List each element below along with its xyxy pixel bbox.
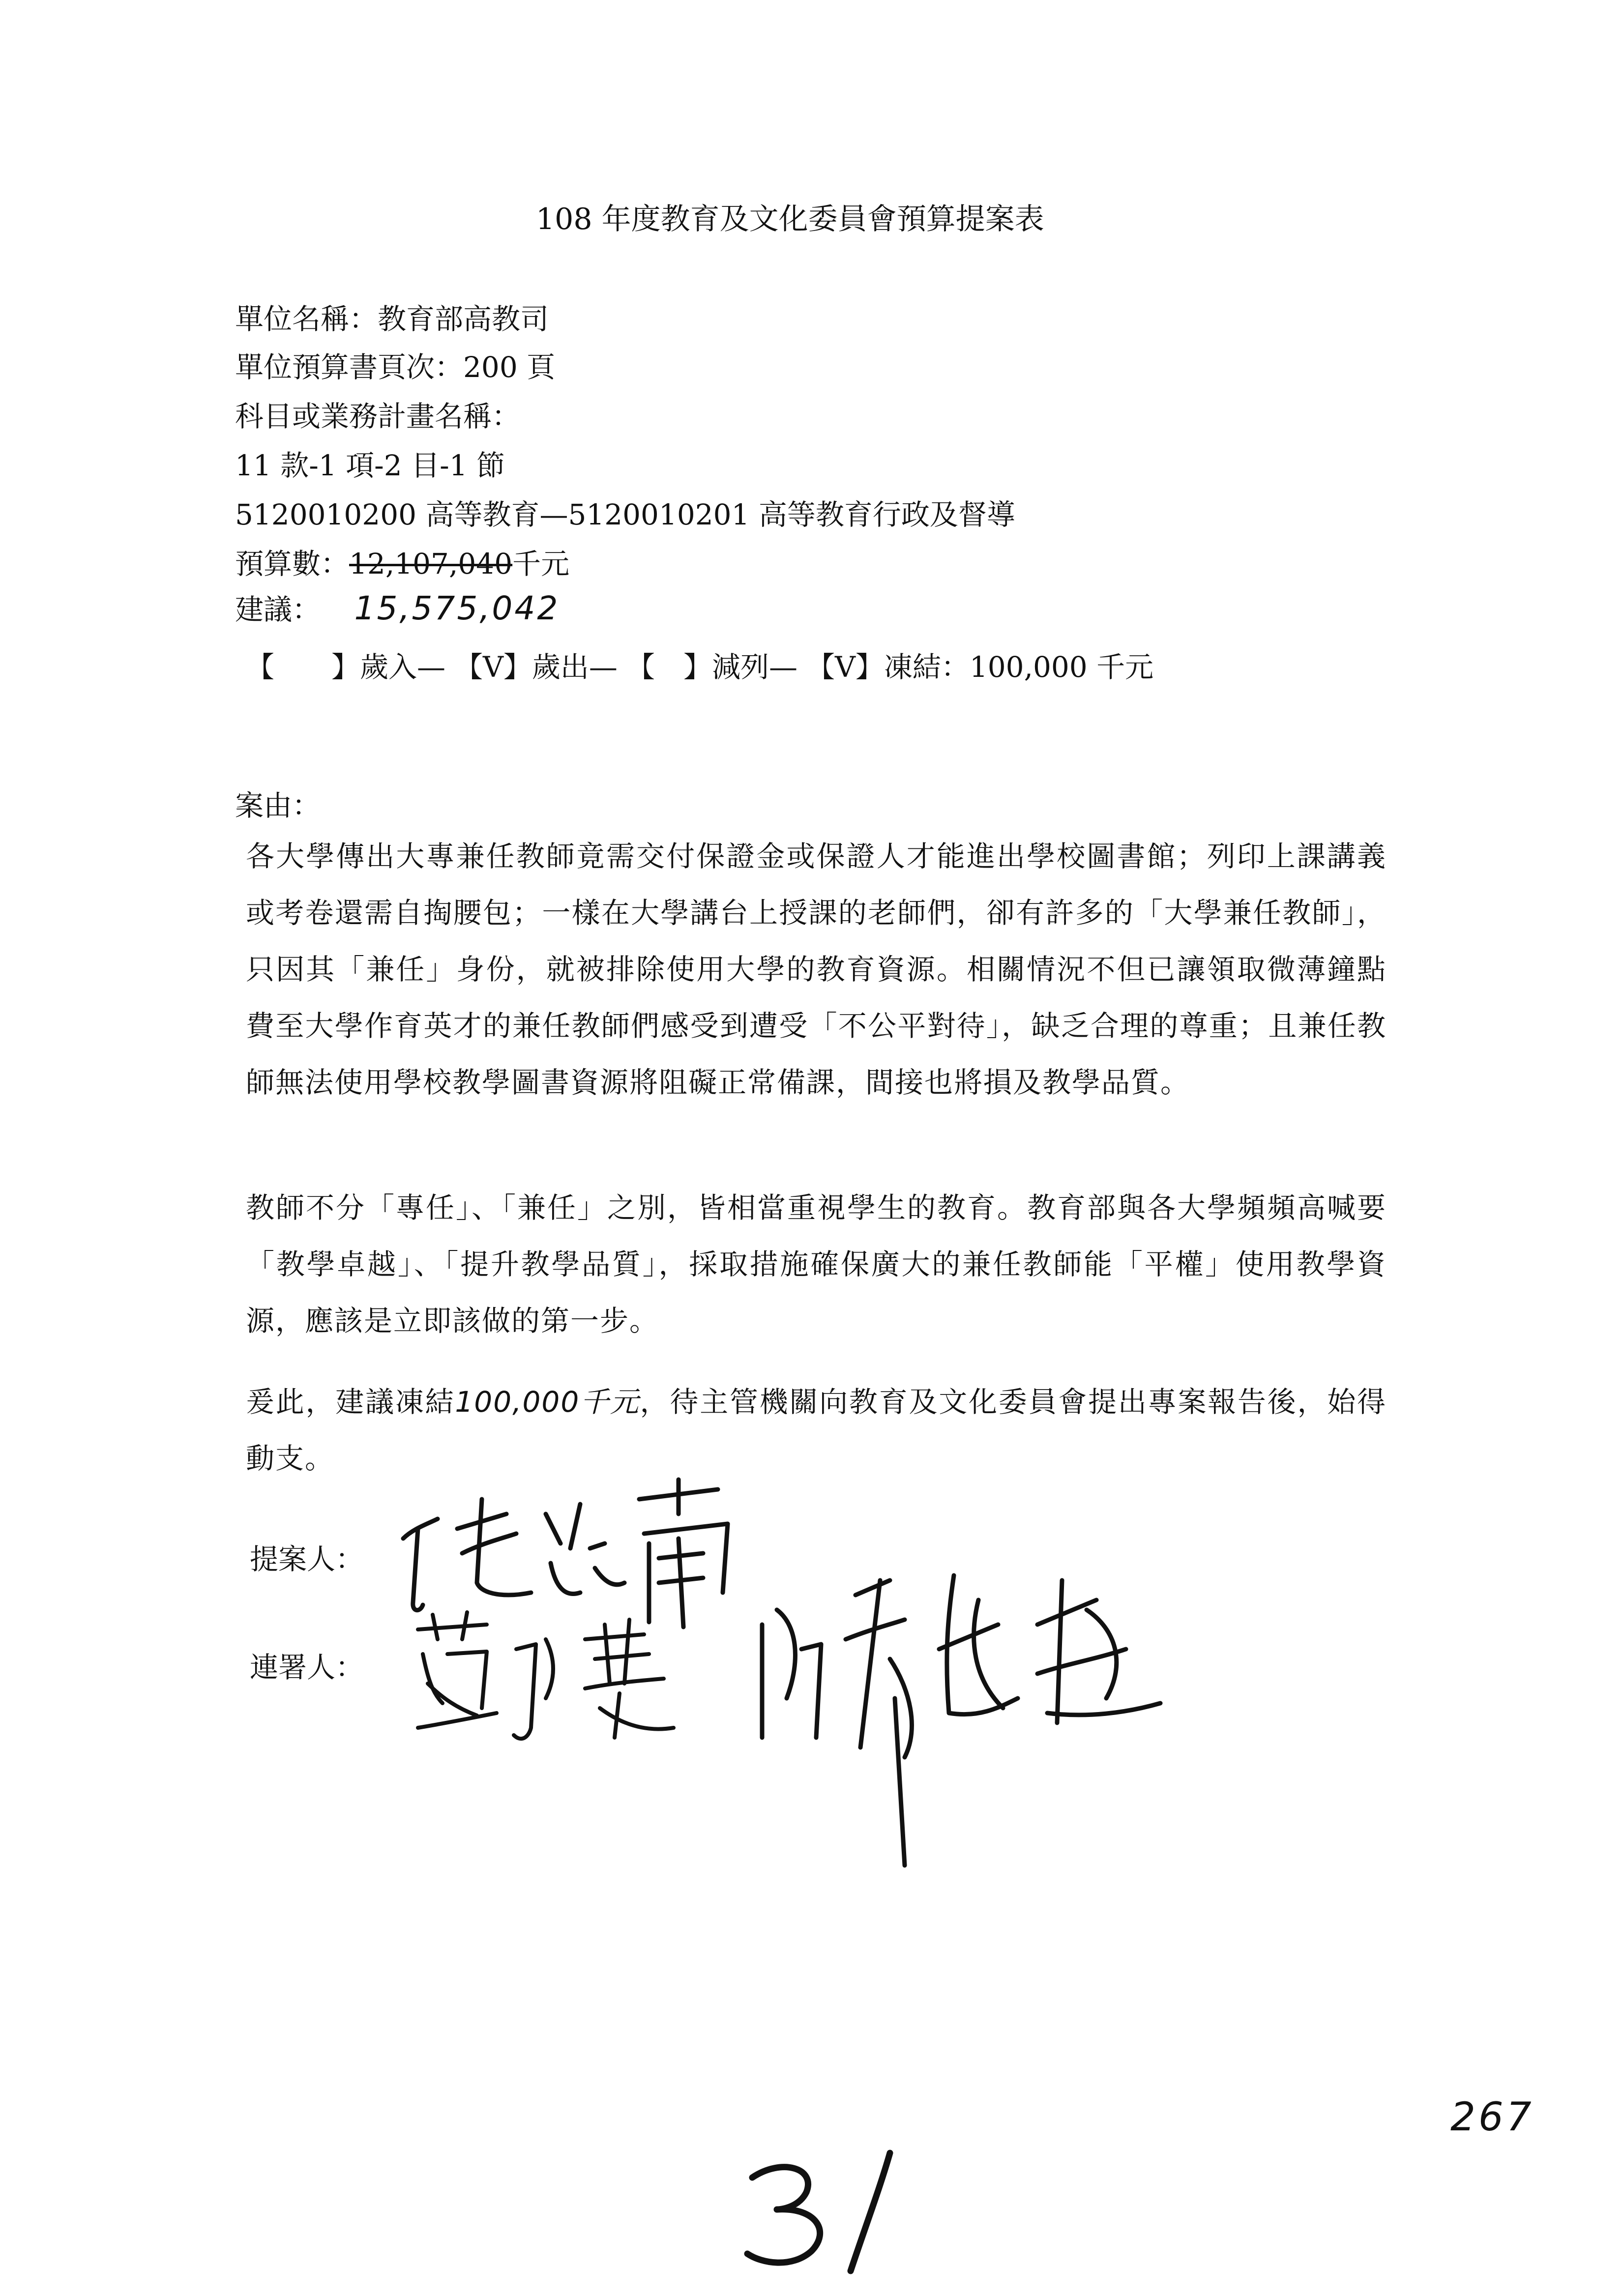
budget-row (235, 547, 570, 581)
budget-amount-struck: 12,107,040 (349, 547, 513, 581)
budget-type-options (246, 644, 1153, 685)
option-revenue: 【 】歲入— (246, 650, 446, 684)
budget-page-label: 單位預算書頁次： (235, 350, 464, 384)
option-freeze: 【V】凍結：100,000 千元 (806, 650, 1154, 684)
budget-unit: 千元 (512, 547, 570, 581)
budget-page-row (235, 350, 556, 384)
stamp-number (738, 2148, 924, 2276)
subject-code: 11 款-1 項-2 目-1 節 (235, 449, 505, 482)
freeze-prefix: 爰此，建議凍結 (246, 1385, 455, 1419)
cosigner-signature-2 (742, 1551, 1170, 1875)
option-reduction: 【 】減列— (626, 650, 797, 684)
page-title: 108 年度教育及文化委員會預算提案表 (536, 202, 1044, 236)
suggest-row (235, 589, 560, 627)
proposer-label: 提案人： (250, 1542, 364, 1576)
page-number: 267 (1450, 2094, 1535, 2140)
suggest-amount-handwritten: 15,575,042 (354, 589, 560, 627)
reason-paragraph-2: 教師不分「專任」、「兼任」之別，皆相當重視學生的教育。教育部與各大學頻頻高喊要「教學卓越」、「提升教學品質」，採取措施確保廣大的兼任教師能「平權」使用教學資源，應該是立即該做的第一步。 (246, 1191, 1387, 1337)
subject-label: 科目或業務計畫名稱： (235, 400, 521, 433)
unit-name-value: 教育部高教司 (378, 302, 549, 336)
reason-label: 案由： (235, 789, 321, 822)
cosigner-label: 連署人： (250, 1651, 364, 1684)
unit-name-label: 單位名稱： (235, 302, 378, 336)
cosigner-signature-1 (388, 1610, 693, 1757)
option-expenditure: 【V】歲出— (454, 650, 618, 684)
unit-name-row (235, 302, 549, 336)
suggest-label: 建議： (235, 593, 321, 626)
budget-label: 預算數： (235, 547, 350, 581)
proposer-signature (384, 1470, 757, 1632)
freeze-suffix: ，待主管機關向教育及文化委員會提出專案報告後，始得動支。 (246, 1385, 1387, 1475)
reason-paragraph-1: 各大學傳出大專兼任教師竟需交付保證金或保證人才能進出學校圖書館；列印上課講義或考卷還需自掏腰包；一樣在大學講台上授課的老師們，卻有許多的「大學兼任教師」，只因其「兼任」身份，就被排除使用大學的教育資源。相關情況不但已讓領取微薄鐘點費至大學作育英才的兼任教師們感受到遭受「不公平對待」，缺乏合理的尊重；且兼任教師無法使用學校教學圖書資源將阻礙正常備課，間接也將損及教學品質。 (246, 840, 1387, 1099)
budget-page-value: 200 頁 (463, 350, 556, 384)
freeze-amount-handwritten: 100,000千元 (455, 1385, 640, 1419)
subject-name: 5120010200 高等教育—5120010201 高等教育行政及督導 (235, 498, 1015, 531)
